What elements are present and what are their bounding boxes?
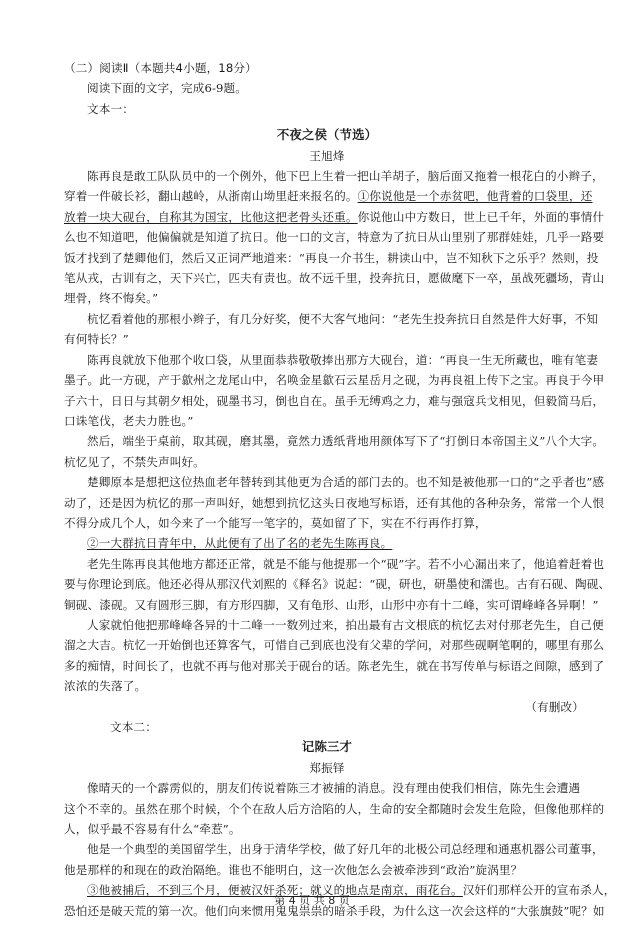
text2-label: 文本二： <box>110 720 157 734</box>
paragraph-line: 陈再良是敢工队队员中的一个例外，他下巴上生着一把山羊胡子，脑后面又拖着一根花白的小辫子， <box>87 169 604 184</box>
paragraph-line: 这个不幸的。虽然在那个时候，个个在敌人后方洽陷的人，生命的安全都随时会发生危险，但像他那样的 <box>64 801 605 816</box>
article2-title: 记陈三才 <box>301 739 353 755</box>
paragraph-line: 杭忆见了，不禁失声叫好。 <box>64 454 205 469</box>
article1-author: 王旭烽 <box>309 148 345 163</box>
paragraph-line: 么也不知道吧，他偏偏就是知道了抗日。他一口的文言，特意为了抗日从山里别了那群娃娃，几乎一路要 <box>64 230 605 245</box>
edit-note: （有删改） <box>525 699 584 714</box>
paragraph-line: 多的痴情，时间长了，也就不再与他对那关于砚台的话。陈老先生，就在书写传单与标语之间隙，感到了 <box>64 658 605 673</box>
article1-body <box>64 166 611 717</box>
paragraph-line: 溜之大吉。杭忆一开始倒也还算客气，可惜自己到底也没有父辈的学问，对那些砚啊笔啊的，哪里有那么 <box>64 638 605 653</box>
paragraph-line: 埋骨，终不悔矣。” <box>64 291 159 306</box>
paragraph-line: 子六十，日日与其朝夕相处，砚墨书习，倒也自在。虽手无缚鸡之力，难与强寇兵戈相见，但毅简马后， <box>64 393 605 408</box>
paragraph-line: 口诛笔伐，老夫力胜也。” <box>64 413 194 428</box>
paragraph-line: 人家就怕他把那峰峰各异的十二峰一一数列过来，拍出最有古文根底的杭忆去对付那老先生，自己便 <box>87 617 604 632</box>
paragraph-line: 老先生陈再良其他地方都还正常，就是不能与他提那一个“砚”字。若不小心漏出来了，他追着赶着也 <box>87 556 605 571</box>
page-number: 第 4 页 共 8 页 <box>274 894 350 907</box>
underlined-sentence-2: ②一大群抗日青年中，从此便有了出了名的老先生陈再良。 <box>87 536 393 551</box>
paragraph-line: ③他被捕后，不到三个月，便被汉奸杀死；就义的地点是南京，雨花台。汉奸们那样公开的宣布杀人， <box>87 883 616 898</box>
paragraph-line: 楚卿原本是想把这位热血老年替转到其他更为合适的部门去的。也不知是被他那一口的“之乎者也”感 <box>87 475 605 490</box>
underlined-sentence-1: ①你说他是一个赤贫吧，他背着的口袋里，还 <box>357 189 593 204</box>
text1-label: 文本一： <box>87 101 134 116</box>
paragraph-line: 杭忆看着他的那根小辫子，有几分好奖，便不大客气地问：“老先生投奔抗日自然是件大好事，不知 <box>87 311 599 326</box>
paragraph-line: 人，似乎最不容易有什么“牵惹”。 <box>64 822 241 837</box>
paragraph-line: 有何特长？” <box>64 332 129 347</box>
paragraph-line: 不得分成几个人，如今来了一个能写一笔字的，莫如留了下，实在不行再作打算， <box>64 515 487 530</box>
paragraph-line: 墨子。此一方砚，产于歙州之龙尾山中，名唤金星歙石云星岳月之砚，为再良祖上传下之宝。再良于今甲 <box>64 373 605 388</box>
article2-author: 郑振铎 <box>309 760 345 775</box>
section-title: （二）阅读Ⅱ（本题共4小题，18分） <box>64 61 257 75</box>
paragraph-line: 放着一块大砚台，自称其为国宝，比他这把老骨头还重。你说他山中方数日，世上已千年，外面的事情什 <box>64 209 605 224</box>
paragraph-line: 他是一个典型的美国留学生，出身于清华学校，做了好几年的北极公司总经理和通惠机器公司董事， <box>87 842 604 857</box>
paragraph-line: 笔从戎，古训有之，天下兴亡，匹夫有责也。故不远千里，投奔抗日，愿做麾下一卒，虽战死疆场，青山 <box>64 271 605 286</box>
paragraph-line: 像晴天的一个霹雳似的，朋友们传说着陈三才被捕的消息。没有理由使我们相信，陈先生会遭遇 <box>87 781 581 796</box>
paragraph-line: 然后，端坐于桌前，取其砚，磨其墨，竟然力透纸背地用颜体写下了“打倒日本帝国主义”八个大字。 <box>87 434 605 449</box>
underlined-sentence-1-cont2: 自称其为国宝，比他这把老骨头还重。 <box>157 209 358 224</box>
paragraph-line: 要与你理论到底。他还必得从那汉代刘熙的《释名》说起：“砚，研也，研墨使和濡也。古有石砚、陶砚、 <box>64 577 611 592</box>
paragraph-line: 铜砚、漆砚。又有圆形三脚，有方形四脚，又有龟形、山形，山形中亦有十二峰，实可谓峰峰各异啊！” <box>64 597 599 612</box>
paragraph-line: 他是那样的和现在的政治隔绝。谁也不能明白，这一次他怎么会被牵涉到“政治”旋涡里？ <box>64 862 523 877</box>
paragraph-line: 恐怕还是破天荒的第一次。他们向来惯用鬼鬼祟祟的暗杀手段，为什么这一次会这样的“大张旗鼓”呢？如 <box>64 903 605 918</box>
paragraph-line: 陈再良就放下他那个收口袋，从里面恭恭敬敬捧出那方大砚台，道：“再良一生无所藏也，唯有笔妻 <box>87 352 599 367</box>
paragraph-line: 饭才找到了楚卿他们，然后又正词严地道来：“再良一介书生，耕读山中，岂不知秋下之乐乎？然则，投 <box>64 250 599 265</box>
underlined-sentence-1-cont: 放着一块大砚台， <box>64 209 158 224</box>
paragraph-line: 浓浓的失落了。 <box>64 679 147 694</box>
paragraph-line: 穿着一件破长衫，翻山越岭，从浙南山坳里赶来报名的。①你说他是一个赤贫吧，他背着的口袋里，还 <box>64 189 593 204</box>
instruction: 阅读下面的文字，完成6-9题。 <box>87 81 248 96</box>
paragraph-line: 动了，还是因为杭忆的那一声叫好，她想到抗忆这头日夜地写标语，还有其他的各种杂务，常常一个人恨 <box>64 495 605 510</box>
underlined-sentence-3: ③他被捕后，不到三个月，便被汉奸杀死；就义的地点是南京，雨花台。 <box>87 883 463 898</box>
paragraph-line <box>64 533 590 553</box>
article1-title: 不夜之侯（节选） <box>276 127 378 143</box>
